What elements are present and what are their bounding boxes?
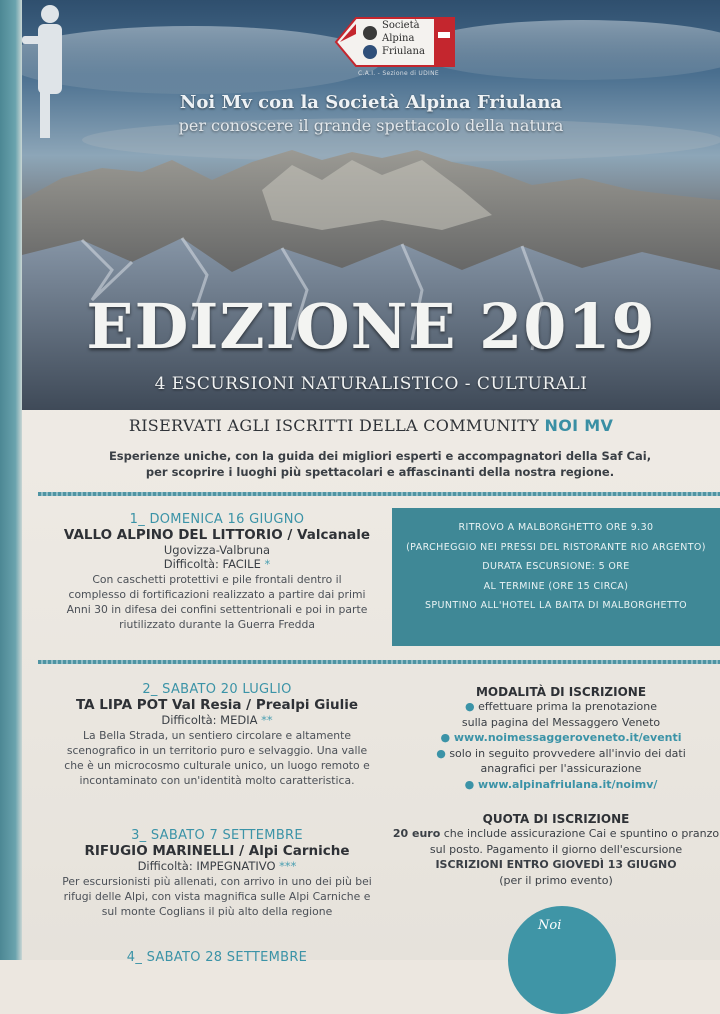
event-3-name: RIFUGIO MARINELLI / Alpi Carniche [84,843,350,859]
registration-step-2 [402,746,720,762]
bullet-icon: ● [465,700,479,713]
logo-text [382,19,425,58]
registration-step-1 [402,699,720,715]
edition-heading: EDIZIONE 2019 [86,290,656,363]
info-meeting-point: RITROVO A MALBORGHETTO ORE 9.30 [458,522,654,533]
reserved-heading [22,416,720,435]
event-1-location: Ugovizza-Valbruna [163,543,271,557]
event-2-difficulty-label: Difficoltà: MEDIA [161,713,258,727]
event-1-desc-line: riutilizzato durante la Guerra Fredda [119,618,315,631]
event-2-stars: ** [261,713,273,727]
fee-amount: 20 euro [392,827,441,840]
saf-logo [334,16,456,68]
info-snack: SPUNTINO ALL'HOTEL LA BAITA DI MALBORGHETTO [424,600,688,611]
event-3-difficulty [42,859,392,873]
registration-link-1-text[interactable]: www.noimessaggeroveneto.it/eventi [453,731,682,744]
intro-line-1: Esperienze uniche, con la guida dei migliori esperti e accompagnatori della Saf Cai, [108,449,652,463]
logo-eagle-icon [363,26,377,40]
event-3-description [42,874,392,919]
event-2 [42,682,392,788]
logo-line-2: Alpina [382,33,415,44]
event-1-desc-line: Con caschetti protettivi e pile frontali dentro il [92,573,342,586]
noi-mv-badge [508,906,616,1014]
event-1-desc-line: complesso di fortificazioni realizzato a partire dai primi [68,588,366,601]
community-brand: NOI MV [544,416,614,435]
registration-section [402,685,720,792]
event-3-stars: *** [279,859,297,873]
bullet-icon: ● [440,731,454,744]
info-parking: (PARCHEGGIO NEI PRESSI DEL RISTORANTE RIO ARGENTO) [406,541,706,553]
hero-title: Noi Mv con la Società Alpina Friulana [179,92,563,113]
fee-section [392,812,720,888]
event-1-description [42,572,392,632]
event-1-date: 1_ DOMENICA 16 GIUGNO [129,512,305,527]
event-4-date: 4_ SABATO 28 SETTEMBRE [126,950,308,965]
event-2-description [42,728,392,788]
event-1-difficulty-label: Difficoltà: FACILE [163,557,261,571]
logo-cai-icon [363,45,377,59]
left-edge-strip [0,0,22,960]
info-end-time: AL TERMINE (ORE 15 CIRCA) [483,580,629,592]
event-3-desc-line: rifugi delle Alpi, con vista magnifica sulle Alpi Carniche e [63,890,371,903]
event-1-name: VALLO ALPINO DEL LITTORIO / Valcanale [63,527,371,543]
intro-line-2: per scoprire i luoghi più spettacolari e affascinanti della nostra regione. [145,465,615,479]
registration-link-1[interactable] [402,730,720,746]
event-2-desc-line: che è un microcosmo culturale unico, un luogo remoto e [64,759,370,772]
fee-note: (per il primo evento) [499,873,613,887]
edition-subheading: 4 ESCURSIONI NATURALISTICO - CULTURALI [154,374,588,394]
noi-mv-badge-text: Noi [538,918,562,933]
registration-link-2-text[interactable]: www.alpinafriulana.it/noimv/ [478,777,658,791]
registration-title: MODALITÀ DI ISCRIZIONE [475,685,647,699]
hero-subtitle: per conoscere il grande spettacolo della natura [178,116,564,135]
logo-subtitle: C.A.I. - Sezione di UDINE [358,70,439,77]
event-2-date: 2_ SABATO 20 LUGLIO [142,682,292,697]
event-1-stars: * [264,557,271,571]
reserved-text: RISERVATI AGLI ISCRITTI DELLA COMMUNITY [128,416,545,435]
event-3-difficulty-label: Difficoltà: IMPEGNATIVO [137,859,276,873]
event-2-desc-line: La Bella Strada, un sentiero circolare e altamente [83,729,351,742]
event-3 [42,828,392,919]
registration-step-2-text: solo in seguito provvedere all'invio dei dati [449,746,686,760]
fee-deadline: ISCRIZIONI ENTRO GIOVEDÌ 13 GIUGNO [435,858,677,871]
registration-step-1-cont: sulla pagina del Messaggero Veneto [461,715,661,729]
event-3-desc-line: Per escursionisti più allenati, con arrivo in uno dei più bei [62,875,372,888]
event-2-desc-line: scenografico in un territorio puro e selvaggio. Una valle [66,744,368,757]
fee-includes: che include assicurazione Cai e spuntino o pranzo [440,827,720,840]
registration-link-2[interactable] [402,777,720,793]
intro-paragraph [60,448,700,480]
hero-banner [22,0,720,410]
event-2-name: TA LIPA POT Val Resia / Prealpi Giulie [76,697,358,713]
event-1-desc-line: Anni 30 in difesa dei confini settentrionali e poi in parte [66,603,368,616]
event-1 [42,512,392,632]
event-4 [42,950,392,965]
bullet-icon: ● [464,777,479,791]
divider-1 [38,492,720,496]
info-duration: DURATA ESCURSIONE: 5 ORE [482,561,630,572]
event-3-desc-line: sul monte Coglians il più alto della regione [101,905,333,918]
fee-line-2: sul posto. Pagamento il giorno dell'escursione [429,842,683,856]
registration-step-1-text: effettuare prima la prenotazione [478,700,657,713]
registration-step-2-cont: anagrafici per l'assicurazione [480,762,642,775]
event-1-difficulty [42,557,392,571]
logo-line-1: Società [382,20,420,31]
meeting-info-box [392,508,720,646]
logo-line-3: Friulana [382,46,425,57]
event-3-date: 3_ SABATO 7 SETTEMBRE [131,828,303,843]
event-2-difficulty [42,713,392,727]
divider-2 [38,660,720,664]
fee-line-1 [392,826,720,842]
event-2-desc-line: incontaminato con un'identità molto caratteristica. [79,774,355,787]
bullet-icon: ● [436,746,450,760]
hiker-silhouette-icon [22,0,62,140]
fee-title: QUOTA DI ISCRIZIONE [482,812,630,826]
